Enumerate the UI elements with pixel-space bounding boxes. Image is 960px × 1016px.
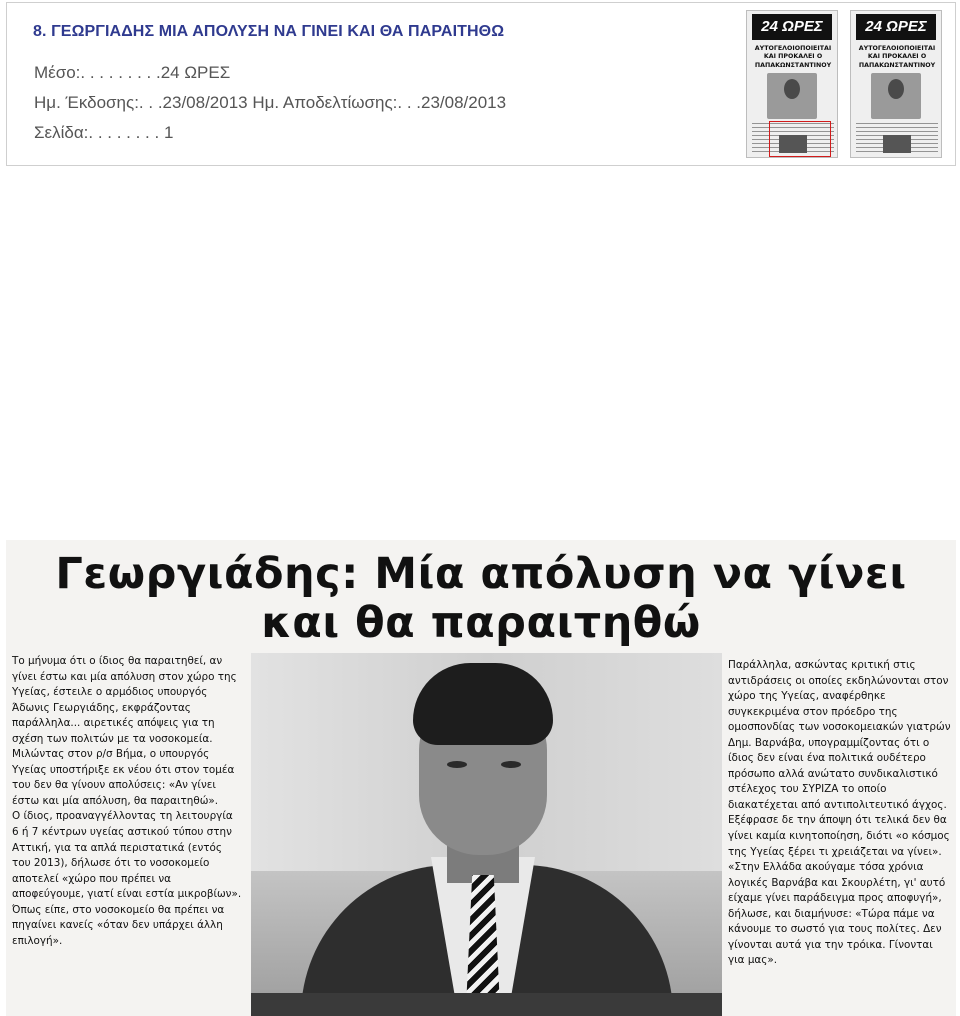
front-page-thumbnail-highlighted[interactable] — [746, 10, 838, 158]
thumbnail-masthead: 24 ΩΡΕΣ — [752, 14, 832, 40]
article-right-column: Παράλληλα, ασκώντας κριτική στις αντιδράσεις οι οποίες εκδηλώνονται στον χώρο της Υγείας, αναφέρθηκε συγκεκριμένα στον πρόεδρο της ομοσπονδίας των νοσοκομειακών γιατρών Δημ. Βαρνάβα, υπογραμμίζοντας ότι ο ίδιος δεν είναι ένα πολιτικά ουδέτερο πρόσωπο αλλά ανώτατο συνδικαλιστικό στέλεχος του ΣΥΡΙΖΑ το οποίο διακατέχεται από αντιπολιτευτικό άγχος. Εξέφρασε δε την άποψη ότι τελικά δεν θα γίνει καμία κινητοποίηση, διότι «ο κόσμος της Υγείας ξέρει τι χρειάζεται να γίνει». «Στην Ελλάδα ακούγαμε τόσα χρόνια λογικές Βαρνάβα και Σκουρλέτη, γι' αυτό είχαμε γίνει παράδειγμα προς αποφυγή», δήλωσε, και διαμήνυσε: «Τώρα πάμε να κάνουμε το σωστό για τους πολίτες. Δεν γίνονται αυτά για την τρόικα. Γίνονται για μας». — [728, 659, 951, 967]
thumbnail-headline: ΑΥΤΟΓΕΛΟΙΟΠΟΙΕΙΤΑΙ ΚΑΙ ΠΡΟΚΑΛΕΙ Ο ΠΑΠΑΚΩΝΣΤΑΝΤΙΝΟΥ — [858, 45, 936, 69]
front-page-thumbnail[interactable] — [850, 10, 942, 158]
article-left-column: Το μήνυμα ότι ο ίδιος θα παραιτηθεί, αν γίνει έστω και μία απόλυση στον χώρο της Υγείας, έστειλε ο αρμόδιος υπουργός Άδωνις Γεωργιάδης, εκφράζοντας παράλληλα... αιρετικές απόψεις για τη σχέση των πολιτών με τα νοσοκομεία. Μιλώντας στον ρ/σ Βήμα, ο υπουργός Υγείας υποστήριξε εκ νέου ότι στον τομέα του δεν θα γίνουν απολύσεις: «Αν γίνει έστω και μία απόλυση, θα παραιτηθώ». Ο ίδιος, προαναγγέλλοντας τη λειτουργία 6 ή 7 κέντρων υγείας αστικού τύπου στην Αττική, για τα απλά περιστατικά (εντός του 2013), δήλωσε ότι το νοσοκομείο αποτελεί «χώρο που πρέπει να αποφεύγουμε, γιατί είναι εστία μικροβίων». Όπως είπε, στο νοσοκομείο θα πρέπει να πηγαίνει κανείς «όταν δεν υπάρχει άλλη επιλογή». — [12, 655, 242, 947]
thumbnail-article-photo — [883, 135, 911, 153]
page-line: Σελίδα:. . . . . . . . 1 — [34, 123, 174, 142]
article-headline-line-1: Γεωργιάδης: Μία απόλυση να γίνει — [55, 549, 907, 599]
thumbnail-photo — [871, 73, 921, 119]
thumbnail-photo — [767, 73, 817, 119]
minister-photo — [251, 653, 722, 1016]
thumbnail-headline: ΑΥΤΟΓΕΛΟΙΟΠΟΙΕΙΤΑΙ ΚΑΙ ΠΡΟΚΑΛΕΙ Ο ΠΑΠΑΚΩΝΣΤΑΝΤΙΝΟΥ — [754, 45, 832, 69]
article-headline-line-2: και θα παραιτηθώ — [261, 598, 701, 648]
dates-line: Ημ. Έκδοσης:. . .23/08/2013 Ημ. Αποδελτίωσης:. . .23/08/2013 — [34, 93, 507, 112]
article-location-highlight — [769, 121, 831, 157]
medium-line: Μέσο:. . . . . . . . .24 ΩΡΕΣ — [34, 63, 231, 82]
thumbnail-masthead: 24 ΩΡΕΣ — [856, 14, 936, 40]
newspaper-clipping — [6, 540, 956, 1016]
clipping-title: 8. ΓΕΩΡΓΙΑΔΗΣ ΜΙΑ ΑΠΟΛΥΣΗ ΝΑ ΓΙΝΕΙ ΚΑΙ ΘΑ ΠΑΡΑΙΤΗΘΩ — [33, 23, 505, 40]
